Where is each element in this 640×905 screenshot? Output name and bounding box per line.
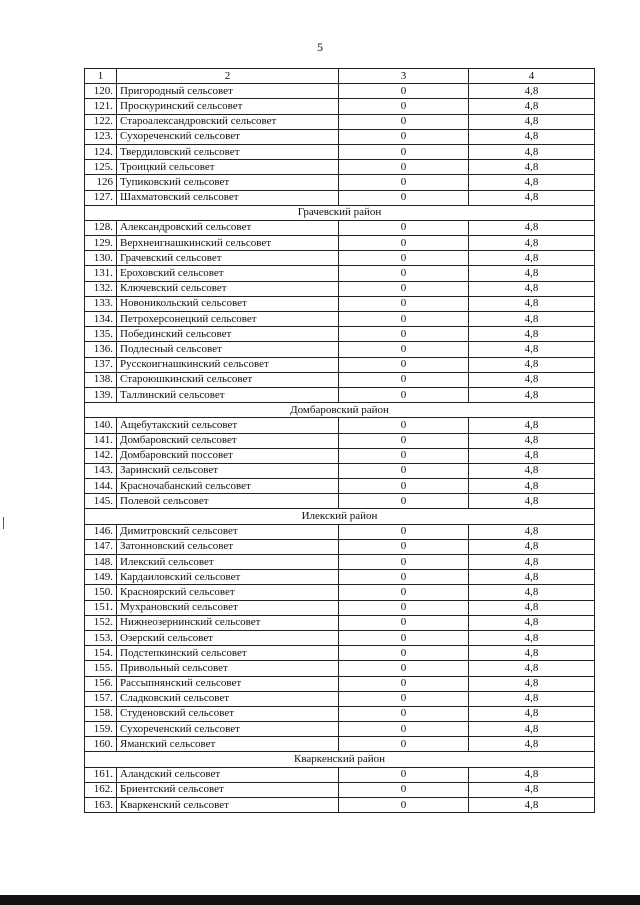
column-4-value: 4,8	[469, 555, 595, 570]
column-4-value: 4,8	[469, 342, 595, 357]
column-4-value: 4,8	[469, 479, 595, 494]
table-row	[85, 357, 595, 372]
district-section-row	[85, 403, 595, 418]
settlement-name: Тупиковский сельсовет	[117, 175, 339, 190]
row-number: 161.	[85, 767, 117, 782]
table-row	[85, 798, 595, 813]
column-4-value: 4,8	[469, 585, 595, 600]
table-row	[85, 342, 595, 357]
column-3-value: 0	[339, 555, 469, 570]
row-number: 143.	[85, 463, 117, 478]
column-3-value: 0	[339, 722, 469, 737]
table-row	[85, 767, 595, 782]
column-4-value: 4,8	[469, 706, 595, 721]
table-row	[85, 600, 595, 615]
column-3-value: 0	[339, 114, 469, 129]
settlement-name: Яманский сельсовет	[117, 737, 339, 752]
table-row	[85, 114, 595, 129]
column-3-value: 0	[339, 266, 469, 281]
row-number: 147.	[85, 539, 117, 554]
row-number: 139.	[85, 387, 117, 402]
settlement-name: Затонновский сельсовет	[117, 539, 339, 554]
row-number: 140.	[85, 418, 117, 433]
column-3-value: 0	[339, 767, 469, 782]
table-row	[85, 555, 595, 570]
settlement-name: Студеновский сельсовет	[117, 706, 339, 721]
settlement-name: Полевой сельсовет	[117, 494, 339, 509]
settlement-name: Троицкий сельсовет	[117, 160, 339, 175]
table-row	[85, 722, 595, 737]
column-4-value: 4,8	[469, 722, 595, 737]
column-4-value: 4,8	[469, 524, 595, 539]
column-3-value: 0	[339, 691, 469, 706]
row-number: 126	[85, 175, 117, 190]
table-row	[85, 463, 595, 478]
district-section-row	[85, 752, 595, 767]
column-4-value: 4,8	[469, 646, 595, 661]
table-row	[85, 433, 595, 448]
column-3-value: 0	[339, 144, 469, 159]
header-cell-4: 4	[469, 69, 595, 84]
column-3-value: 0	[339, 433, 469, 448]
settlement-name: Илекский сельсовет	[117, 555, 339, 570]
column-3-value: 0	[339, 312, 469, 327]
settlement-name: Грачевский сельсовет	[117, 251, 339, 266]
column-4-value: 4,8	[469, 630, 595, 645]
column-3-value: 0	[339, 676, 469, 691]
column-4-value: 4,8	[469, 676, 595, 691]
column-4-value: 4,8	[469, 661, 595, 676]
column-4-value: 4,8	[469, 600, 595, 615]
column-3-value: 0	[339, 190, 469, 205]
settlement-name: Подлесный сельсовет	[117, 342, 339, 357]
column-4-value: 4,8	[469, 84, 595, 99]
column-4-value: 4,8	[469, 312, 595, 327]
table-row	[85, 372, 595, 387]
table-row	[85, 236, 595, 251]
column-3-value: 0	[339, 251, 469, 266]
scan-bottom-bar	[0, 895, 640, 905]
row-number: 125.	[85, 160, 117, 175]
column-4-value: 4,8	[469, 448, 595, 463]
settlement-name: Верхнеигнашкинский сельсовет	[117, 236, 339, 251]
column-3-value: 0	[339, 387, 469, 402]
settlement-name: Староюшкинский сельсовет	[117, 372, 339, 387]
column-3-value: 0	[339, 706, 469, 721]
settlement-name: Подстепкинский сельсовет	[117, 646, 339, 661]
settlement-name: Сухореченский сельсовет	[117, 129, 339, 144]
table-row	[85, 646, 595, 661]
row-number: 155.	[85, 661, 117, 676]
column-4-value: 4,8	[469, 281, 595, 296]
column-3-value: 0	[339, 99, 469, 114]
row-number: 148.	[85, 555, 117, 570]
column-3-value: 0	[339, 494, 469, 509]
settlement-name: Ключевский сельсовет	[117, 281, 339, 296]
row-number: 158.	[85, 706, 117, 721]
column-3-value: 0	[339, 630, 469, 645]
settlement-name: Александровский сельсовет	[117, 220, 339, 235]
district-title: Илекский район	[85, 509, 595, 524]
settlement-name: Русскоигнашкинский сельсовет	[117, 357, 339, 372]
row-number: 142.	[85, 448, 117, 463]
column-3-value: 0	[339, 220, 469, 235]
column-3-value: 0	[339, 615, 469, 630]
table-row	[85, 494, 595, 509]
column-3-value: 0	[339, 585, 469, 600]
column-3-value: 0	[339, 160, 469, 175]
column-3-value: 0	[339, 463, 469, 478]
settlement-name: Красночабанский сельсовет	[117, 479, 339, 494]
table-row	[85, 737, 595, 752]
column-4-value: 4,8	[469, 144, 595, 159]
column-3-value: 0	[339, 129, 469, 144]
table-row	[85, 706, 595, 721]
row-number: 153.	[85, 630, 117, 645]
column-3-value: 0	[339, 342, 469, 357]
column-4-value: 4,8	[469, 798, 595, 813]
settlement-name: Привольный сельсовет	[117, 661, 339, 676]
settlement-name: Сухореченский сельсовет	[117, 722, 339, 737]
row-number: 152.	[85, 615, 117, 630]
table-row	[85, 691, 595, 706]
row-number: 138.	[85, 372, 117, 387]
settlement-name: Шахматовский сельсовет	[117, 190, 339, 205]
column-3-value: 0	[339, 646, 469, 661]
row-number: 157.	[85, 691, 117, 706]
column-4-value: 4,8	[469, 236, 595, 251]
settlement-name: Рассыпнянский сельсовет	[117, 676, 339, 691]
column-4-value: 4,8	[469, 691, 595, 706]
settlement-name: Ероховский сельсовет	[117, 266, 339, 281]
table-row	[85, 630, 595, 645]
row-number: 162.	[85, 782, 117, 797]
column-3-value: 0	[339, 296, 469, 311]
table-row	[85, 479, 595, 494]
column-3-value: 0	[339, 600, 469, 615]
settlement-name: Бриентский сельсовет	[117, 782, 339, 797]
margin-mark	[3, 517, 4, 529]
header-cell-1: 1	[85, 69, 117, 84]
row-number: 123.	[85, 129, 117, 144]
settlement-name: Сладковский сельсовет	[117, 691, 339, 706]
column-3-value: 0	[339, 418, 469, 433]
row-number: 136.	[85, 342, 117, 357]
header-cell-3: 3	[339, 69, 469, 84]
column-3-value: 0	[339, 737, 469, 752]
table-row	[85, 312, 595, 327]
column-4-value: 4,8	[469, 220, 595, 235]
table-row	[85, 129, 595, 144]
district-section-row	[85, 509, 595, 524]
table-row	[85, 251, 595, 266]
column-4-value: 4,8	[469, 372, 595, 387]
table-row	[85, 387, 595, 402]
column-3-value: 0	[339, 372, 469, 387]
row-number: 145.	[85, 494, 117, 509]
table-row	[85, 418, 595, 433]
column-3-value: 0	[339, 84, 469, 99]
row-number: 129.	[85, 236, 117, 251]
table-row	[85, 266, 595, 281]
column-4-value: 4,8	[469, 767, 595, 782]
table-row	[85, 615, 595, 630]
row-number: 120.	[85, 84, 117, 99]
row-number: 160.	[85, 737, 117, 752]
row-number: 130.	[85, 251, 117, 266]
district-title: Кваркенский район	[85, 752, 595, 767]
row-number: 122.	[85, 114, 117, 129]
table-row	[85, 539, 595, 554]
settlement-name: Заринский сельсовет	[117, 463, 339, 478]
column-3-value: 0	[339, 524, 469, 539]
settlement-name: Домбаровский сельсовет	[117, 433, 339, 448]
row-number: 163.	[85, 798, 117, 813]
row-number: 133.	[85, 296, 117, 311]
column-3-value: 0	[339, 357, 469, 372]
settlement-name: Димитровский сельсовет	[117, 524, 339, 539]
table-row	[85, 585, 595, 600]
column-4-value: 4,8	[469, 129, 595, 144]
column-4-value: 4,8	[469, 251, 595, 266]
settlement-name: Проскуринский сельсовет	[117, 99, 339, 114]
column-4-value: 4,8	[469, 114, 595, 129]
column-4-value: 4,8	[469, 266, 595, 281]
settlement-name: Таллинский сельсовет	[117, 387, 339, 402]
settlement-name: Пригородный сельсовет	[117, 84, 339, 99]
row-number: 146.	[85, 524, 117, 539]
district-title: Грачевский район	[85, 205, 595, 220]
table-row	[85, 220, 595, 235]
settlement-name: Красноярский сельсовет	[117, 585, 339, 600]
table-row	[85, 190, 595, 205]
table-row	[85, 327, 595, 342]
column-3-value: 0	[339, 236, 469, 251]
column-3-value: 0	[339, 281, 469, 296]
table-row	[85, 144, 595, 159]
column-3-value: 0	[339, 448, 469, 463]
settlement-name: Кардаиловский сельсовет	[117, 570, 339, 585]
column-3-value: 0	[339, 539, 469, 554]
table-row	[85, 782, 595, 797]
column-4-value: 4,8	[469, 782, 595, 797]
settlement-name: Новоникольский сельсовет	[117, 296, 339, 311]
table-row	[85, 296, 595, 311]
table-header-row	[85, 69, 595, 84]
column-4-value: 4,8	[469, 175, 595, 190]
column-4-value: 4,8	[469, 494, 595, 509]
settlement-name: Кваркенский сельсовет	[117, 798, 339, 813]
column-4-value: 4,8	[469, 190, 595, 205]
column-3-value: 0	[339, 479, 469, 494]
page-number: 5	[317, 40, 323, 54]
district-title: Домбаровский район	[85, 403, 595, 418]
column-3-value: 0	[339, 661, 469, 676]
column-4-value: 4,8	[469, 99, 595, 114]
row-number: 154.	[85, 646, 117, 661]
row-number: 128.	[85, 220, 117, 235]
table-row	[85, 281, 595, 296]
row-number: 144.	[85, 479, 117, 494]
table-row	[85, 160, 595, 175]
row-number: 141.	[85, 433, 117, 448]
row-number: 149.	[85, 570, 117, 585]
column-3-value: 0	[339, 570, 469, 585]
column-3-value: 0	[339, 782, 469, 797]
row-number: 121.	[85, 99, 117, 114]
column-4-value: 4,8	[469, 570, 595, 585]
row-number: 137.	[85, 357, 117, 372]
row-number: 134.	[85, 312, 117, 327]
settlement-name: Твердиловский сельсовет	[117, 144, 339, 159]
settlement-name: Староалександровский сельсовет	[117, 114, 339, 129]
row-number: 150.	[85, 585, 117, 600]
row-number: 131.	[85, 266, 117, 281]
table-row	[85, 448, 595, 463]
settlement-name: Нижнеозернинский сельсовет	[117, 615, 339, 630]
column-4-value: 4,8	[469, 327, 595, 342]
header-cell-2: 2	[117, 69, 339, 84]
column-4-value: 4,8	[469, 387, 595, 402]
settlement-name: Домбаровский поссовет	[117, 448, 339, 463]
settlement-name: Петрохерсонецкий сельсовет	[117, 312, 339, 327]
table-row	[85, 676, 595, 691]
row-number: 156.	[85, 676, 117, 691]
row-number: 135.	[85, 327, 117, 342]
settlement-name: Побединский сельсовет	[117, 327, 339, 342]
table-row	[85, 99, 595, 114]
column-4-value: 4,8	[469, 463, 595, 478]
table-body	[85, 69, 595, 813]
row-number: 127.	[85, 190, 117, 205]
column-4-value: 4,8	[469, 737, 595, 752]
settlement-name: Озерский сельсовет	[117, 630, 339, 645]
settlements-table	[84, 68, 595, 813]
column-4-value: 4,8	[469, 418, 595, 433]
table-row	[85, 524, 595, 539]
column-4-value: 4,8	[469, 433, 595, 448]
column-3-value: 0	[339, 175, 469, 190]
column-4-value: 4,8	[469, 615, 595, 630]
row-number: 159.	[85, 722, 117, 737]
column-4-value: 4,8	[469, 357, 595, 372]
column-4-value: 4,8	[469, 160, 595, 175]
row-number: 151.	[85, 600, 117, 615]
settlement-name: Мухрановский сельсовет	[117, 600, 339, 615]
table-row	[85, 84, 595, 99]
row-number: 132.	[85, 281, 117, 296]
column-4-value: 4,8	[469, 539, 595, 554]
column-4-value: 4,8	[469, 296, 595, 311]
settlement-name: Аландский сельсовет	[117, 767, 339, 782]
table-row	[85, 570, 595, 585]
table-row	[85, 661, 595, 676]
table-row	[85, 175, 595, 190]
settlement-name: Ащебутакский сельсовет	[117, 418, 339, 433]
column-3-value: 0	[339, 798, 469, 813]
row-number: 124.	[85, 144, 117, 159]
column-3-value: 0	[339, 327, 469, 342]
district-section-row	[85, 205, 595, 220]
